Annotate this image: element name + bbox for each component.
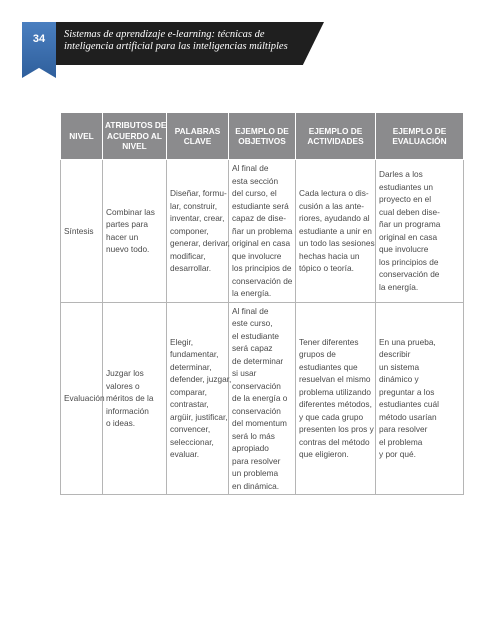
cell-text-line: riores, ayudando al <box>299 213 370 223</box>
cell-text-line: del curso, el <box>232 188 277 198</box>
cell-text-line: estudiantes un <box>379 181 433 192</box>
cell-text-line: original en casa <box>232 238 291 248</box>
taxonomy-table <box>60 112 464 495</box>
cell-text-line: este curso, <box>232 318 273 328</box>
cell-text-line: de determinar <box>232 355 284 366</box>
cell-text-line: describir <box>379 349 411 360</box>
cell-text-line: diferentes métodos, <box>299 399 372 410</box>
column-header <box>61 113 103 160</box>
table-cell <box>229 302 296 495</box>
cell-text-line: la energía. <box>379 281 419 292</box>
cell-text-line: contras del método <box>299 436 370 447</box>
table-cell <box>167 160 229 303</box>
cell-text-line: valores o <box>106 380 140 391</box>
cell-text-line: será capaz <box>232 343 273 353</box>
cell-text-line: hechas hacia un <box>299 250 360 261</box>
cell-text-line: el problema <box>379 436 423 447</box>
cell-text-line: que eligieron. <box>299 449 349 460</box>
cell-text-line: un todo las sesiones <box>299 238 375 248</box>
cell-text-line: tópico o teoría. <box>299 263 354 273</box>
column-header <box>167 113 229 160</box>
cell-text-line: Síntesis <box>64 225 94 236</box>
cell-text-line: evaluar. <box>170 449 200 460</box>
table-header-row <box>61 113 464 160</box>
cell-text-line: grupos de <box>299 349 336 360</box>
column-header-line: EJEMPLO DE <box>392 125 447 136</box>
cell-text-line: presenten los pros y <box>299 424 374 435</box>
cell-text-line: modificar, <box>170 250 206 261</box>
cell-text-line: Tener diferentes <box>299 336 359 347</box>
table-cell <box>296 160 376 303</box>
cell-text-line: Darles a los <box>379 169 423 180</box>
running-head <box>64 29 314 53</box>
cell-text-line: ñar un programa <box>379 219 441 230</box>
table-cell <box>296 302 376 495</box>
cell-text-line: para resolver <box>379 424 428 435</box>
cell-text-line: si usar <box>232 368 257 378</box>
cell-text-line: la energía. <box>232 288 272 298</box>
table-cell <box>167 302 232 495</box>
cell-text-line: fundamentar, <box>170 349 219 360</box>
cell-text-line: determinar, <box>170 361 212 372</box>
table-header <box>61 113 464 160</box>
cell-text-line: contrastar, <box>170 399 209 410</box>
cell-text-line: y que cada grupo <box>299 411 364 422</box>
cell-text-line: Diseñar, formu- <box>170 188 227 198</box>
table-cell <box>103 160 167 303</box>
column-header-line: ACUERDO AL <box>106 130 162 141</box>
cell-text-line: seleccionar, <box>170 436 214 447</box>
column-header <box>229 113 296 160</box>
column-header-line: CLAVE <box>183 136 212 146</box>
page-header <box>0 0 480 92</box>
table-body <box>61 160 464 495</box>
cell-text-line: comparar, <box>170 386 207 397</box>
column-header-line: OBJETIVOS <box>238 136 286 146</box>
cell-text-line: dinámico y <box>379 374 419 385</box>
cell-text-line: defender, juzgar, <box>170 374 232 385</box>
cell-text-line: será lo más <box>232 430 275 441</box>
cell-text-line: argüir, justificar, <box>170 411 228 422</box>
cell-text-line: Al final de <box>232 305 269 316</box>
cell-text-line: ñar un problema <box>232 225 293 236</box>
page-number: 34 <box>32 33 46 45</box>
cell-text-line: convencer, <box>170 424 211 435</box>
cell-text-line: los principios de <box>379 256 439 267</box>
column-header-line: PALABRAS <box>174 125 221 136</box>
table-cell <box>103 302 167 495</box>
cell-text-line: el estudiante <box>232 330 280 341</box>
cell-text-line: en dinámica. <box>232 480 280 491</box>
cell-text-line: Cada lectura o dis- <box>299 188 369 198</box>
cell-text-line: partes para <box>106 219 148 230</box>
cell-text-line: conservación <box>232 405 281 416</box>
cell-text-line: inventar, crear, <box>170 213 225 223</box>
cell-text-line: estudiante será <box>232 200 289 211</box>
cell-text-line: En una prueba, <box>379 336 436 347</box>
table-cell <box>61 160 103 303</box>
cell-text-line: que involucre <box>232 250 282 261</box>
table-cell <box>376 302 464 495</box>
cell-text-line: método usarían <box>379 411 437 422</box>
column-header-line: EJEMPLO DE <box>308 125 363 136</box>
cell-text-line: proyecto en el <box>379 194 432 205</box>
cell-text-line: hacer un <box>106 231 139 242</box>
cell-text-line: estudiantes que <box>299 361 358 372</box>
cell-text-line: conservación de <box>379 269 440 280</box>
cell-text-line: problema utilizando <box>299 386 371 397</box>
cell-text-line: para resolver <box>232 455 281 466</box>
table-cell <box>61 302 103 495</box>
cell-text-line: que involucre <box>379 244 429 255</box>
running-head-line: inteligencia artificial para las inteligencias múltiples <box>64 41 288 52</box>
cell-text-line: esta sección <box>232 175 279 186</box>
cell-text-line: o ideas. <box>106 418 136 428</box>
table-cell <box>229 160 296 303</box>
table-row <box>61 302 464 495</box>
table-cell <box>376 160 464 303</box>
cell-text-line: de la energía o <box>232 393 288 403</box>
cell-text-line: cual deben dise- <box>379 206 440 217</box>
cell-text-line: generar, derivar, <box>170 238 230 248</box>
cell-text-line: conservación de <box>232 275 293 286</box>
column-header-line: EJEMPLO DE <box>235 125 289 136</box>
column-header <box>296 113 376 160</box>
cell-text-line: méritos de la <box>106 393 154 403</box>
cell-text-line: un sistema <box>379 361 420 372</box>
column-header-line: ACTIVIDADES <box>307 136 364 146</box>
cell-text-line: original en casa <box>379 231 438 242</box>
cell-text-line: Juzgar los <box>106 368 144 378</box>
cell-text-line: y por qué. <box>379 449 416 460</box>
cell-text-line: los principios de <box>232 263 292 273</box>
cell-text-line: del momentum <box>232 418 287 428</box>
cell-text-line: resuelvan el mismo <box>299 374 371 385</box>
cell-text-line: cusión a las ante- <box>299 200 365 211</box>
cell-text-line: Combinar las <box>106 206 155 217</box>
column-header-line: EVALUACIÓN <box>392 136 447 146</box>
column-header-line: ATRIBUTOS DE <box>105 120 167 131</box>
cell-text-line: estudiantes cuál <box>379 399 439 410</box>
column-header <box>103 113 167 160</box>
cell-text-line: Evaluación <box>64 393 105 403</box>
cell-text-line: lar, construir, <box>170 200 218 211</box>
cell-text-line: información <box>106 405 149 416</box>
cell-text-line: estudiante a unir en <box>299 225 372 236</box>
page-tab <box>22 22 56 78</box>
cell-text-line: apropiado <box>232 443 269 453</box>
cell-text-line: conservación <box>232 380 281 391</box>
cell-text-line: capaz de dise- <box>232 213 286 223</box>
cell-text-line: desarrollar. <box>170 263 212 273</box>
cell-text-line: un problema <box>232 468 279 478</box>
column-header <box>376 113 464 160</box>
column-header-line: NIVEL <box>122 141 147 152</box>
table-row <box>61 160 464 303</box>
cell-text-line: Elegir, <box>170 336 194 347</box>
cell-text-line: componer, <box>170 225 209 236</box>
column-header-line: NIVEL <box>69 130 94 141</box>
cell-text-line: Al final de <box>232 163 269 173</box>
cell-text-line: preguntar a los <box>379 386 435 397</box>
running-head-line: Sistemas de aprendizaje e-learning: técnicas de <box>64 29 265 40</box>
cell-text-line: nuevo todo. <box>106 244 150 255</box>
